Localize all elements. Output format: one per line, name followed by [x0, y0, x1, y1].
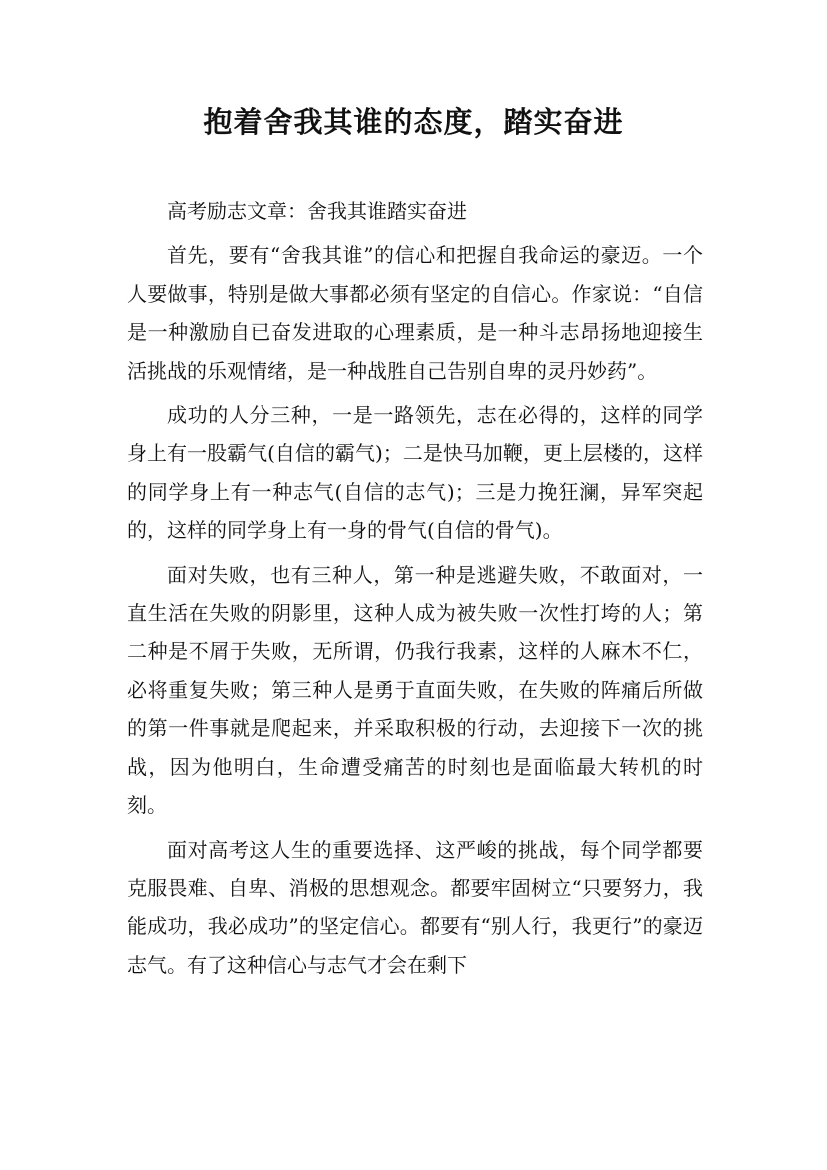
body-paragraph: 面对失败，也有三种人，第一种是逃避失败，不敢面对，一直生活在失败的阴影里，这种人成为被失败一次性打垮的人；第二种是不屑于失败，无所谓，仍我行我素，这样的人麻木不仁，必将重复失败；第三种人是勇于直面失败，在失败的阵痛后所做的第一件事就是爬起来，并采取积极的行动，去迎接下一次的挑战，因为他明白，生命遭受痛苦的时刻也是面临最大转机的时刻。: [127, 562, 703, 818]
body-paragraph: 面对高考这人生的重要选择、这严峻的挑战，每个同学都要克服畏难、自卑、消极的思想观念。都要牢固树立“只要努力，我能成功，我必成功”的坚定信心。都要有“别人行，我更行”的豪迈志气。有了这种信心与志气才会在剩下: [127, 837, 703, 977]
body-paragraph: 成功的人分三种，一是一路领先，志在必得的，这样的同学身上有一股霸气(自信的霸气)；二是快马加鞭，更上层楼的，这样的同学身上有一种志气(自信的志气)；三是力挽狂澜，异军突起的，这样的同学身上有一身的骨气(自信的骨气)。: [127, 403, 703, 543]
body-paragraph: 首先，要有“舍我其谁”的信心和把握自我命运的豪迈。一个人要做事，特别是做大事都必须有坚定的自信心。作家说：“自信是一种激励自已奋发进取的心理素质，是一种斗志昂扬地迎接生活挑战的乐观情绪，是一种战胜自己告别自卑的灵丹妙药”。: [127, 243, 703, 383]
document-title: 抱着舍我其谁的态度，踏实奋进: [203, 105, 624, 139]
subtitle-paragraph: 高考励志文章：舍我其谁踏实奋进: [167, 199, 467, 223]
document-body: [127, 192, 703, 990]
